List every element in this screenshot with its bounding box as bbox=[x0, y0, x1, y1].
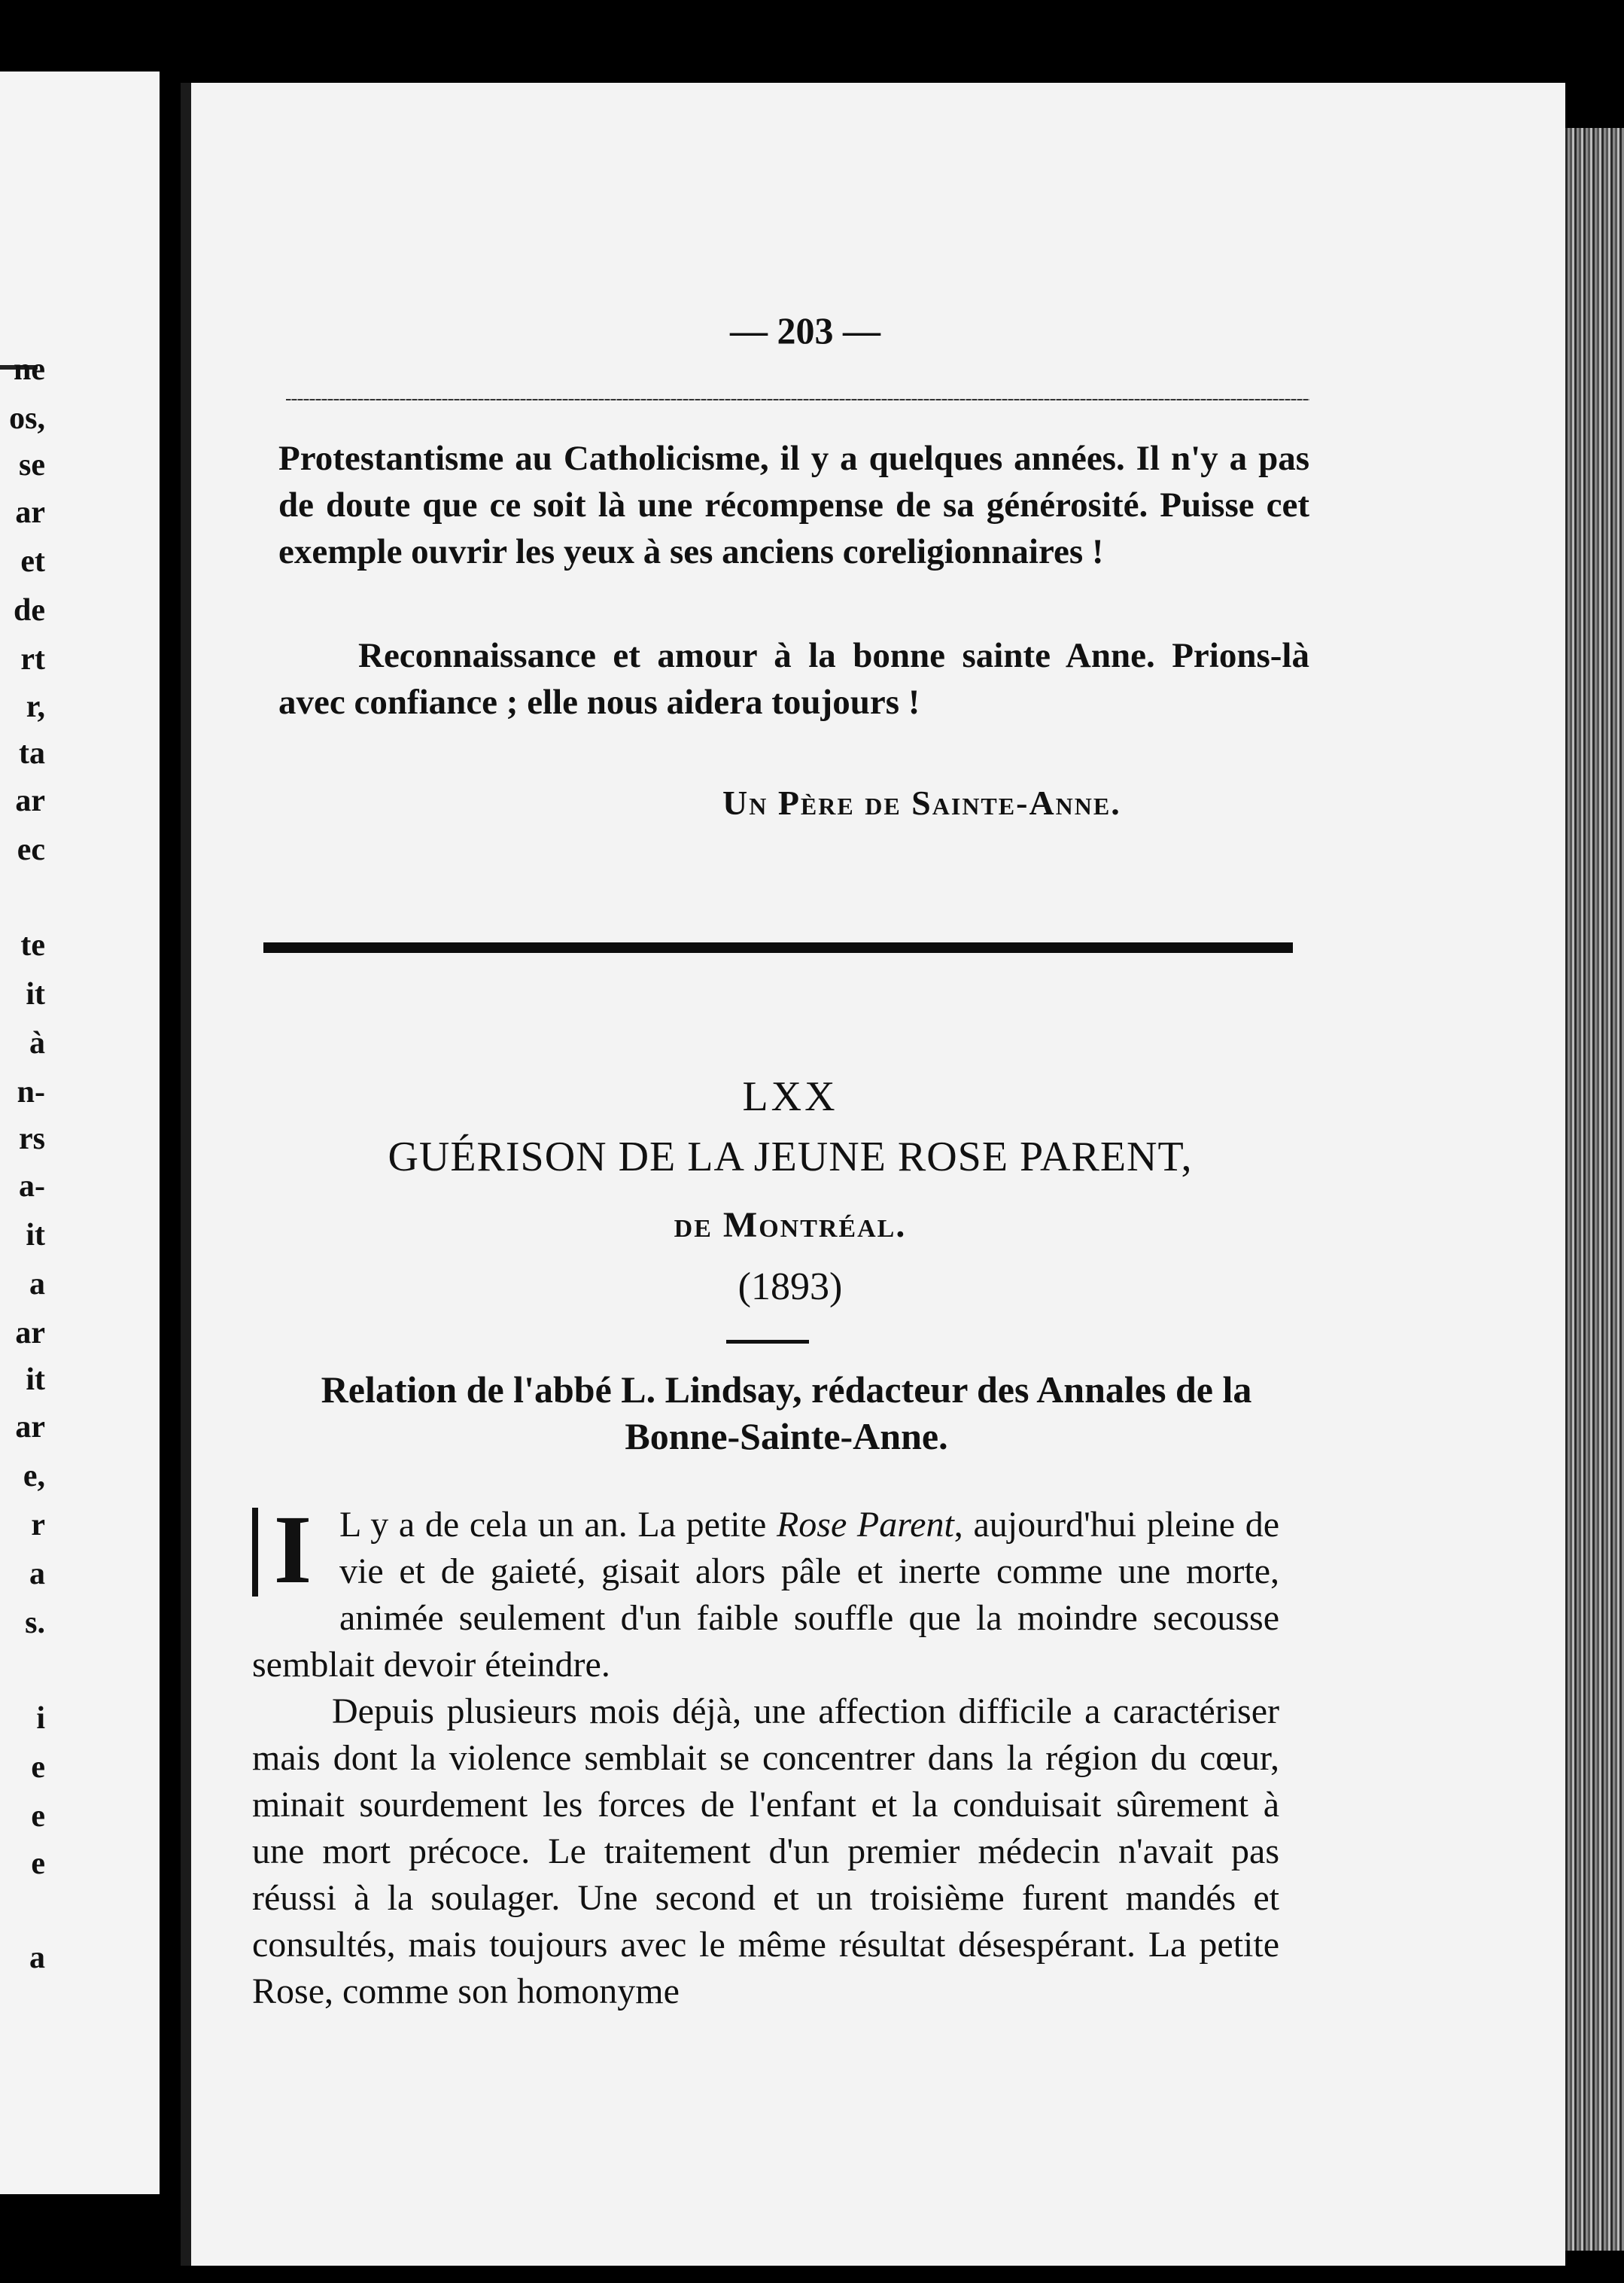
left-page-fragment: s. bbox=[25, 1606, 45, 1640]
left-page-fragment: ar bbox=[15, 1316, 45, 1350]
chapter-title: GUÉRISON DE LA JEUNE ROSE PARENT, bbox=[388, 1134, 1193, 1180]
continuation-paragraph-2 bbox=[278, 632, 1309, 726]
left-page-fragment: ta bbox=[19, 736, 45, 771]
left-page-fragment: a bbox=[29, 1941, 45, 1975]
left-facing-page bbox=[0, 72, 160, 2194]
left-page-fragment: e, bbox=[23, 1459, 45, 1493]
left-page-fragment: os, bbox=[9, 401, 45, 436]
left-page-fragment: se bbox=[19, 448, 45, 482]
left-page-fragment: a- bbox=[19, 1169, 45, 1204]
left-page-fragment: de bbox=[14, 593, 45, 628]
left-page-fragment: à bbox=[29, 1026, 45, 1061]
left-page-fragment: e bbox=[31, 1750, 45, 1785]
left-page-fragment: it bbox=[26, 977, 45, 1012]
chapter-body bbox=[252, 1496, 1279, 2015]
body-paragraph-2: Depuis plusieurs mois déjà, une affection difficile a caractériser mais dont la violence semblait se concentrer dans la région du cœur, minait sourdement les forces de l'enfant et la conduisait sûrement à une mort précoce. Le traitement d'un premier médecin n'avait pas réussi à la soulager. Une second et un troisième furent mandés et consultés, mais toujours avec le même résultat désespérant. La petite Rose, comme son homonyme bbox=[252, 1691, 1279, 2011]
drop-cap: I bbox=[252, 1508, 327, 1597]
chapter-year: (1893) bbox=[737, 1265, 843, 1308]
body-paragraph-1 bbox=[252, 1496, 1279, 1688]
left-page-fragment: ar bbox=[15, 784, 45, 818]
left-page-fragment: it bbox=[26, 1218, 45, 1253]
chapter-number: LXX bbox=[742, 1073, 838, 1120]
left-page-fragment: ar bbox=[15, 1410, 45, 1444]
left-page-fragment: r bbox=[31, 1508, 45, 1542]
left-page-fragment: rt bbox=[20, 642, 45, 677]
title-divider bbox=[726, 1340, 809, 1344]
body-paragraph-1-rest: , aujourd'hui pleine de vie et de gaieté, gisait alors pâle et inerte comme une morte, animée seulement d'un faible souffle que la moindre secousse semblait devoir éteindre. bbox=[252, 1505, 1279, 1685]
left-page-fragment: ec bbox=[17, 833, 45, 867]
page-edge-stack bbox=[1565, 128, 1624, 2251]
left-page-fragment: a bbox=[29, 1267, 45, 1301]
left-page-fragment: rs bbox=[19, 1122, 45, 1156]
left-page-fragment: e bbox=[31, 1846, 45, 1881]
header-rule bbox=[286, 399, 1309, 400]
section-divider bbox=[263, 942, 1293, 953]
continuation-paragraph-1: Protestantisme au Catholicisme, il y a quelques années. Il n'y a pas de doute que ce soit là une récompense de sa générosité. Puisse cet exemple ouvrir les yeux à ses anciens coreligionnaires ! bbox=[278, 439, 1309, 571]
chapter-subtitle: de Montréal. bbox=[674, 1205, 907, 1245]
left-page-fragment: et bbox=[20, 544, 45, 579]
gutter-shadow bbox=[181, 83, 191, 2266]
body-paragraph-1-italic: Rose Parent bbox=[776, 1505, 954, 1545]
left-page-fragment: a bbox=[29, 1557, 45, 1591]
page-number: — 203 — bbox=[730, 309, 880, 352]
left-page-fragment: e bbox=[31, 1799, 45, 1834]
continuation-paragraph-2-text: Reconnaissance et amour à la bonne sainte Anne. Prions-là avec confiance ; elle nous aidera toujours ! bbox=[278, 636, 1309, 722]
left-page-fragment: te bbox=[20, 928, 45, 963]
signature: Un Père de Sainte-Anne. bbox=[722, 784, 1121, 822]
left-page-fragment: ar bbox=[15, 495, 45, 530]
relation-heading: Relation de l'abbé L. Lindsay, rédacteur des Annales de la Bonne-Sainte-Anne. bbox=[321, 1368, 1252, 1457]
left-page-fragment: i bbox=[36, 1701, 45, 1736]
left-page-fragment: n- bbox=[17, 1075, 45, 1110]
left-page-fragment: ne bbox=[14, 352, 45, 387]
left-page-fragment: r, bbox=[26, 689, 45, 724]
body-paragraph-1-start: L y a de cela un an. La petite bbox=[339, 1505, 777, 1545]
left-page-fragment: it bbox=[26, 1362, 45, 1397]
